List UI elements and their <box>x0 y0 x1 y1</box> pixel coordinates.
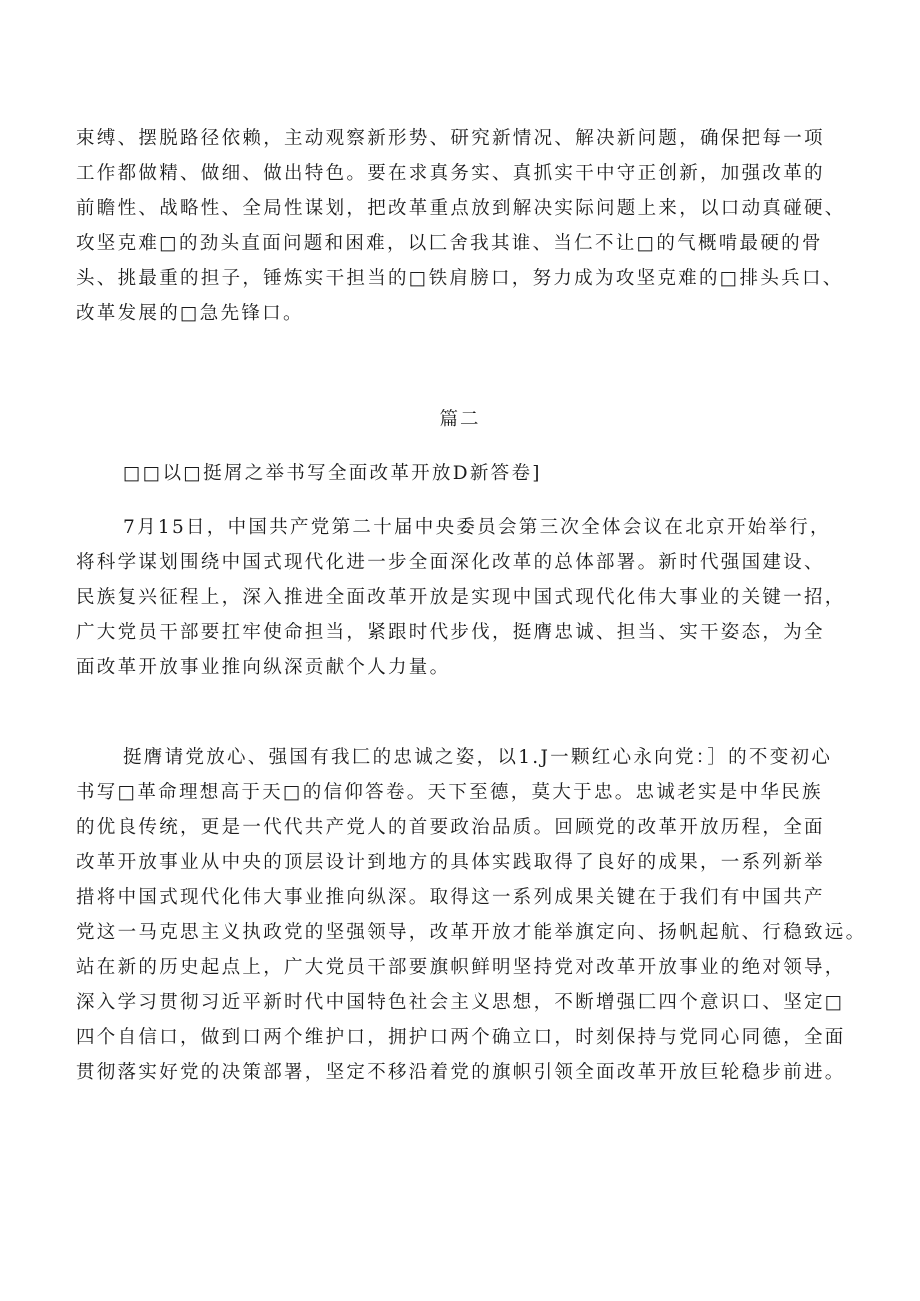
paragraph-intro <box>76 510 856 685</box>
text-line: 攻坚克难□的劲头直面问题和困难，以匚舍我其谁、当仁不让□的气概啃最硬的骨 <box>76 233 823 254</box>
text-line: 广大党员干部要扛牢使命担当，紧跟时代步伐，挺膺忠诚、担当、实干姿态，为全 <box>76 622 825 643</box>
text-line: 党这一马克思主义执政党的坚强领导，改革开放才能举旗定向、扬帆起航、行稳致远。 <box>76 922 867 943</box>
subtitle-line: □□以□挺屑之举书写全面改革开放D新答卷] <box>123 463 542 484</box>
section-heading: 篇二 <box>439 409 481 430</box>
text-line: 改革开放事业从中央的顶层设计到地方的具体实践取得了良好的成果，一系列新举 <box>76 852 825 873</box>
text-line: 头、挑最重的担子，锤炼实干担当的□铁肩膀口，努力成为攻坚克难的□排头兵口、 <box>76 268 844 289</box>
text-line: 书写□革命理想高于天□的信仰答卷。天下至德，莫大于忠。忠诚老实是中华民族 <box>76 782 823 803</box>
paragraph-continued <box>76 121 856 331</box>
text-line: 民族复兴征程上，深入推进全面改革开放是实现中国式现代化伟大事业的关键一招， <box>76 587 846 608</box>
text-line: 7月15日，中国共产党第二十届中央委员会第三次全体会议在北京开始举行， <box>123 517 831 538</box>
text-line: 将科学谋划围绕中国式现代化进一步全面深化改革的总体部署。新时代强国建设、 <box>76 552 825 573</box>
article-subtitle <box>76 456 856 491</box>
text-line: 四个自信口，做到口两个维护口，拥护口两个确立口，时刻保持与党同心同德，全面 <box>76 1027 846 1048</box>
text-line: 深入学习贯彻习近平新时代中国特色社会主义思想，不断增强匚四个意识口、坚定□ <box>76 992 845 1013</box>
paragraph-loyalty <box>76 740 867 1090</box>
text-line: 挺膺请党放心、强国有我匚的忠诚之姿，以1.J一颗红心永向党：］的不变初心 <box>123 747 833 768</box>
text-line: 改革发展的□急先锋口。 <box>76 303 304 324</box>
text-line: 束缚、摆脱路径依赖，主动观察新形势、研究新情况、解决新问题，确保把每一项 <box>76 128 825 149</box>
text-line: 面改革开放事业推向纵深贡献个人力量。 <box>76 657 451 678</box>
text-line: 工作都做精、做细、做出特色。要在求真务实、真抓实干中守正创新，加强改革的 <box>76 163 825 184</box>
text-line: 前瞻性、战略性、全局性谋划，把改革重点放到解决实际问题上来，以口动真碰硬、 <box>76 198 846 219</box>
text-line: 贯彻落实好党的决策部署，坚定不移沿着党的旗帜引领全面改革开放巨轮稳步前进。 <box>76 1062 846 1083</box>
text-line: 站在新的历史起点上，广大党员干部要旗帜鲜明坚持党对改革开放事业的绝对领导， <box>76 957 846 978</box>
text-line: 措将中国式现代化伟大事业推向纵深。取得这一系列成果关键在于我们有中国共产 <box>76 887 825 908</box>
text-line: 的优良传统，更是一代代共产党人的首要政治品质。回顾党的改革开放历程，全面 <box>76 817 825 838</box>
